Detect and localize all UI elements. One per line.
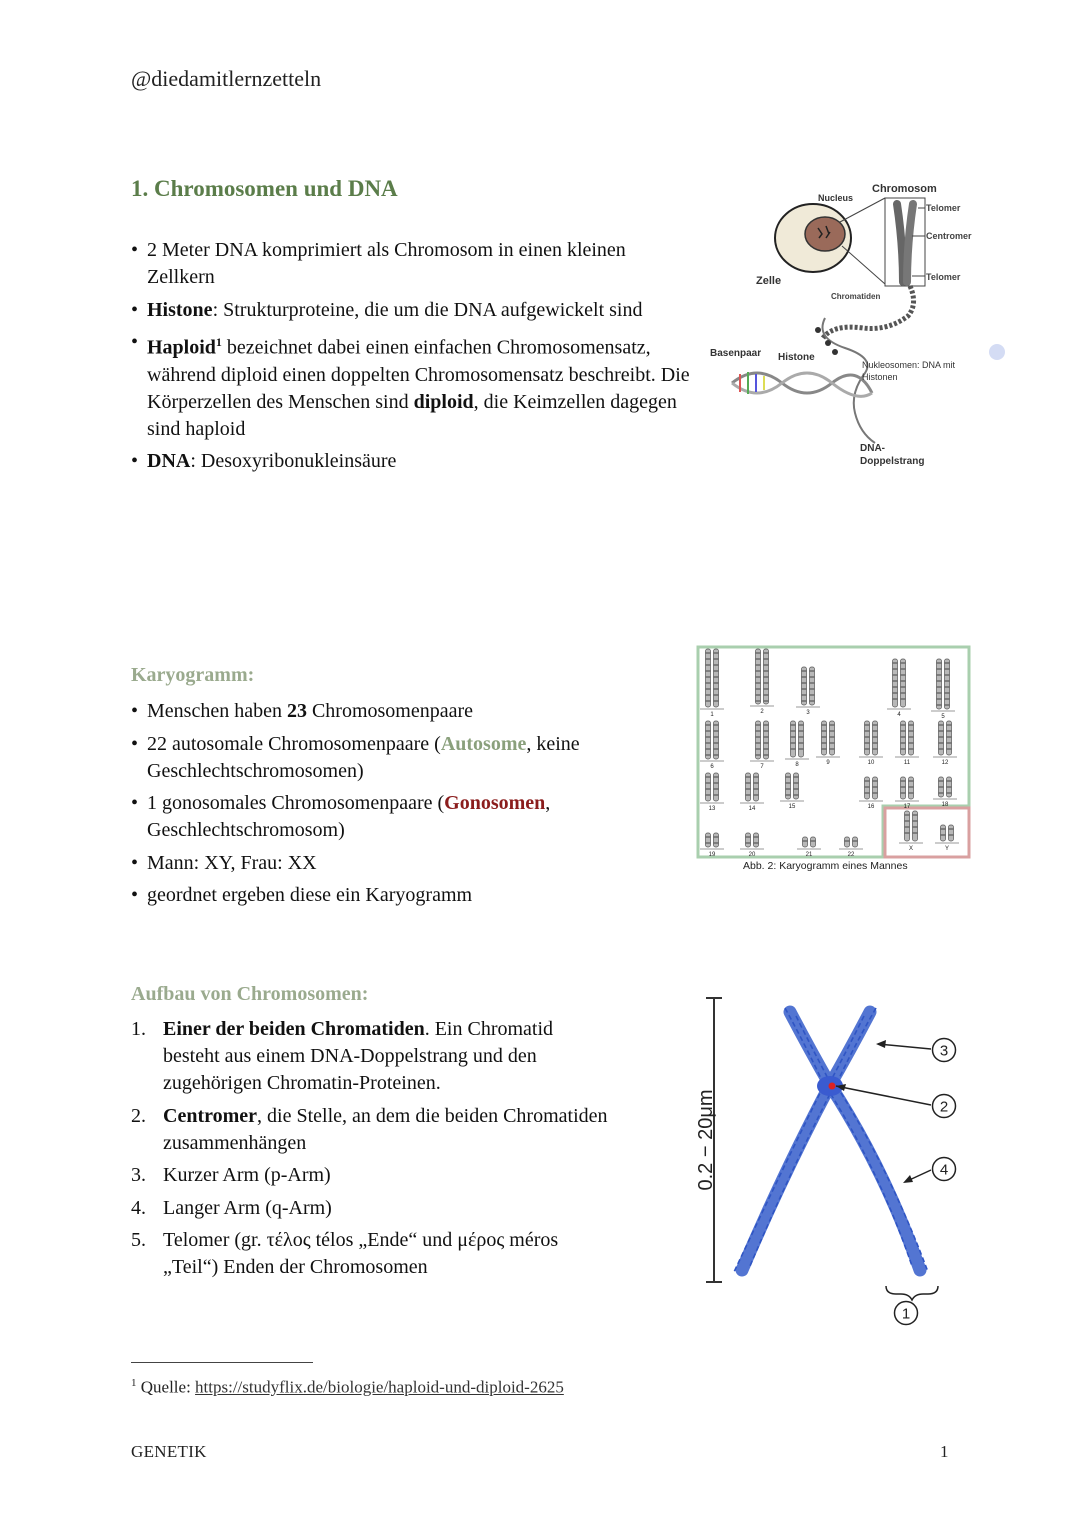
list-item: 3. Kurzer Arm (p-Arm)	[131, 1164, 331, 1186]
chromatid-brace	[886, 1286, 938, 1300]
list-item: • Menschen haben 23 Chromosomenpaare	[131, 698, 661, 725]
chromosome-pair-number: 12	[941, 760, 949, 766]
chromosome-pair	[839, 837, 863, 858]
chromosome-shape	[742, 1012, 920, 1270]
chromosome-pair	[750, 721, 774, 770]
chromosome-pair-number: X	[908, 846, 914, 852]
p-arm-right	[830, 1012, 870, 1085]
chromosome-pair-number: 14	[748, 806, 756, 812]
chromosome-pair	[780, 773, 804, 810]
chromosome-pair	[931, 659, 955, 720]
karyogram-figure	[696, 645, 976, 875]
list-item: 4. Langer Arm (q-Arm)	[131, 1196, 332, 1219]
chromosome-pair-number: 22	[847, 852, 855, 858]
q-arm-right	[830, 1085, 920, 1270]
nucleus-shape	[805, 217, 845, 251]
chromosome-pair	[933, 777, 957, 808]
chromosome-pair-number: 4	[897, 712, 901, 718]
list-item: • Histone: Strukturproteine, die um die DNA aufgewickelt sind	[131, 297, 691, 324]
label-zelle: Zelle	[756, 275, 782, 287]
dna-helix-strand	[732, 373, 872, 393]
chromosome-pair	[933, 721, 957, 766]
list-item: • 22 autosomale Chromosomenpaare (Autosome, keine Geschlechtschromosomen)	[131, 731, 661, 785]
page-number: 1	[940, 1442, 949, 1461]
list-item: • Mann: XY, Frau: XX	[131, 850, 661, 877]
chromosome-pair-number: 2	[760, 709, 764, 715]
label-chromosom: Chromosom	[872, 183, 937, 195]
chromosome-pair	[785, 721, 809, 768]
chromosome-pair	[700, 773, 724, 812]
label-histone: Histone	[778, 352, 815, 363]
label-nucleus: Nucleus	[818, 193, 854, 203]
chromosome-pair	[797, 837, 821, 858]
label-telomer-top: Telomer	[926, 203, 961, 213]
chromosome-diagram	[690, 990, 970, 1330]
chromosome-pair	[700, 649, 724, 718]
chromatid-right	[907, 204, 913, 282]
decorative-dot	[989, 344, 1005, 360]
scale-label: 0.2 − 20μm	[695, 1089, 717, 1191]
label-doppelstrang: Doppelstrang	[860, 456, 925, 467]
list-item: 1. Einer der beiden Chromatiden. Ein Chromatid besteht aus einem DNA-Doppelstrang und den zugehörigen Chromatin-Proteinen.	[131, 1018, 554, 1094]
chromosome-pair-number: 17	[903, 804, 911, 810]
label-chromatiden: Chromatiden	[831, 292, 881, 301]
aufbau-numbered-list	[131, 1016, 611, 1287]
chromosome-pair-number: 20	[748, 852, 756, 858]
marker-4: 4	[939, 1161, 949, 1179]
marker-1: 1	[901, 1305, 911, 1323]
footer-subject: GENETIK	[131, 1442, 207, 1461]
chromosome-pair	[750, 649, 774, 715]
footnote: $^1$ Quelle: https://studyflix.de/biologie/haploid-und-diploid-2625	[131, 1377, 564, 1397]
chromosome-pair	[887, 659, 911, 718]
chromosome-pair	[899, 811, 923, 852]
chromosome-pair-number: 15	[788, 804, 796, 810]
chromosome-pair	[740, 833, 764, 858]
chromosome-pair	[935, 825, 959, 852]
aufbau-heading: Aufbau von Chromosomen:	[131, 983, 369, 1005]
chromosome-pair-number: 21	[805, 852, 813, 858]
chromosome-pair	[700, 721, 724, 770]
chromosome-pair-number: 5	[941, 714, 945, 720]
chromosome-structure-figure	[700, 178, 1000, 473]
chromosome-pair-number: 10	[867, 760, 875, 766]
list-item: • 1 gonosomales Chromosomenpaare (Gonosomen, Geschlechtschromosom)	[131, 790, 661, 844]
marker-2: 2	[939, 1098, 949, 1116]
author-handle: @diedamitlernzetteln	[131, 66, 322, 91]
chromosome-pair	[859, 777, 883, 810]
gonosome-frame	[885, 808, 969, 857]
karyogramm-heading: Karyogramm:	[131, 664, 255, 686]
label-nukleosomen-2: Histonen	[862, 372, 898, 382]
chromosome-pair-number: 18	[941, 802, 949, 808]
label-telomer-bottom: Telomer	[926, 272, 961, 282]
chromosome-pair-number: 16	[867, 804, 875, 810]
list-item: 5. Telomer (gr. τέλος télos „Ende“ und μέρος méros „Teil“) Enden der Chromosomen	[131, 1229, 559, 1278]
karyogramm-bullet-list	[131, 698, 661, 915]
centromere-dot	[829, 1083, 836, 1090]
chromosome-pair-number: 3	[806, 710, 810, 716]
label-nukleosomen: Nukleosomen: DNA mit	[862, 360, 956, 370]
label-centromer: Centromer	[926, 231, 972, 241]
chromosome-pair-number: 9	[826, 760, 830, 766]
q-arm-left	[742, 1085, 830, 1270]
list-item: • 2 Meter DNA komprimiert als Chromosom in einen kleinen Zellkern	[131, 237, 691, 291]
chromosome-pair-number: Y	[944, 846, 950, 852]
list-item: • DNA: Desoxyribonukleinsäure	[131, 448, 691, 475]
chromosome-pair-number: 6	[710, 764, 714, 770]
chromosome-pair-number: 7	[760, 764, 764, 770]
footnote-link[interactable]: https://studyflix.de/biologie/haploid-und-diploid-2625	[195, 1377, 564, 1397]
chromosome-pair-number: 13	[708, 806, 716, 812]
chromatid-left	[897, 204, 903, 282]
chromosome-pair	[700, 833, 724, 858]
label-basenpaar: Basenpaar	[710, 348, 762, 359]
p-arm-left	[790, 1012, 830, 1085]
chromosome-pair-number: 8	[795, 762, 799, 768]
list-item: 2. Centromer, die Stelle, an dem die beiden Chromatiden zusammenhängen	[131, 1104, 608, 1154]
chromosome-pair	[816, 721, 840, 766]
marker-3: 3	[939, 1042, 949, 1060]
chromosome-pair-number: 1	[710, 712, 714, 718]
footnote-divider	[131, 1362, 313, 1363]
section-title: 1. Chromosomen und DNA	[131, 176, 398, 201]
chromosome-pair	[796, 667, 820, 716]
label-dna: DNA-	[860, 443, 885, 454]
chromosome-pair-number: 19	[708, 852, 716, 858]
list-item: • Haploid$^1$ bezeichnet dabei einen einfachen Chromosomensatz, während diploid einen doppelten Chromosomensatz beschreibt. Die Körperzellen des Menschen sind diploid, die Keimzellen dagegen sind haploid	[131, 329, 691, 443]
karyogram-caption: Abb. 2: Karyogramm eines Mannes	[743, 860, 908, 872]
list-item: • geordnet ergeben diese ein Karyogramm	[131, 882, 661, 909]
chromosome-pair	[859, 721, 883, 766]
chromosome-pair	[895, 721, 919, 766]
chromosome-pair	[740, 773, 764, 812]
chromosome-pair-number: 11	[903, 760, 911, 766]
dna-bullet-list	[131, 237, 691, 481]
